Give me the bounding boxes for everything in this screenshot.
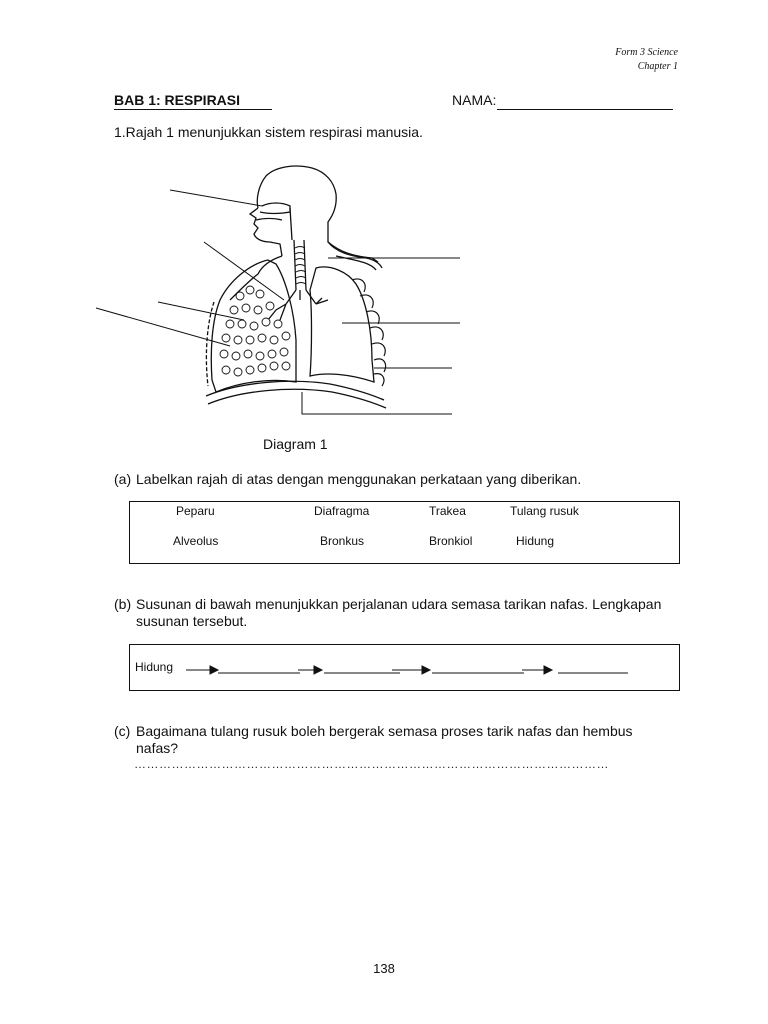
page-number: 138 [373, 961, 395, 976]
part-c-text: Bagaimana tulang rusuk boleh bergerak semasa proses tarik nafas dan hembus nafas? [136, 723, 633, 756]
question-1: 1.Rajah 1 menunjukkan sistem respirasi manusia. [114, 124, 423, 140]
airflow-arrows [130, 645, 679, 690]
word-alveolus: Alveolus [173, 534, 219, 548]
header-subject: Form 3 Science [615, 47, 678, 58]
chapter-title: BAB 1: RESPIRASI [114, 92, 241, 108]
header-chapter: Chapter 1 [637, 61, 678, 72]
name-field[interactable] [497, 109, 673, 110]
word-bank-box [129, 501, 680, 564]
title-underline [114, 109, 272, 110]
part-c [114, 723, 714, 756]
flow-start-hidung: Hidung [135, 660, 174, 674]
word-tulang-rusuk: Tulang rusuk [510, 504, 579, 518]
diaphragm-outline [206, 381, 384, 400]
airflow-sequence-box [129, 644, 680, 691]
head-outline [257, 166, 382, 268]
name-label: NAMA: [452, 92, 497, 108]
word-bronkiol: Bronkiol [429, 534, 473, 548]
part-c-label: (c) [114, 723, 131, 739]
part-a-label: (a) [114, 471, 132, 487]
diagram-caption: Diagram 1 [263, 436, 328, 452]
word-hidung: Hidung [516, 534, 555, 548]
ribs [352, 279, 386, 386]
part-b-text: Susunan di bawah menunjukkan perjalanan udara semasa tarikan nafas. Lengkapan susunan tersebut. [136, 596, 662, 629]
part-b-label: (b) [114, 596, 132, 612]
part-b [114, 596, 714, 630]
part-a-text: Labelkan rajah di atas dengan menggunakan perkataan yang diberikan. [136, 471, 582, 487]
word-diafragma: Diafragma [314, 504, 370, 518]
answer-line[interactable]: …………………………………………………………………………………………………… [134, 757, 609, 771]
word-trakea: Trakea [429, 504, 466, 518]
respiratory-diagram [90, 160, 470, 430]
face-outline [250, 208, 282, 256]
word-peparu: Peparu [176, 504, 215, 518]
part-a [114, 471, 714, 488]
word-bronkus: Bronkus [320, 534, 365, 548]
